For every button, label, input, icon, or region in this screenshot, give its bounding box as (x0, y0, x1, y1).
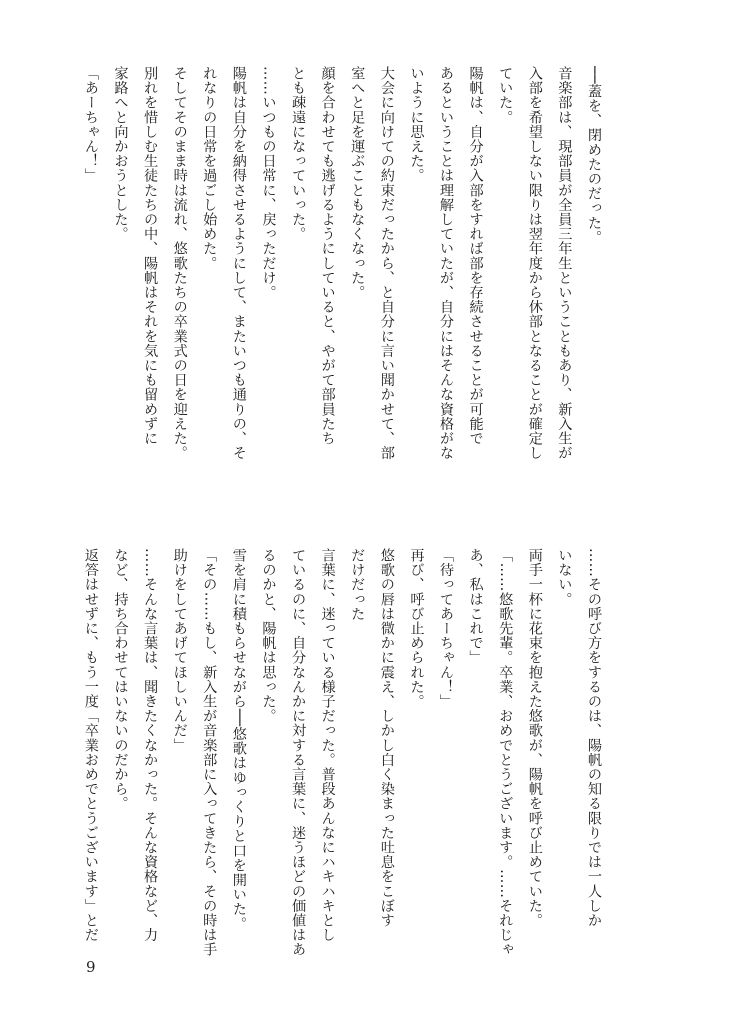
text-block-top (75, 66, 608, 506)
text-line: ──蓋を、閉めたのだった。 (586, 66, 602, 245)
text-line: 入部を希望しない限りは翌年度から休部となることが確定し (526, 66, 543, 461)
text-line: 顔を合わせても逃げるようにしていると、やがて部員たち (319, 66, 336, 446)
text-line: 家路へと向かおうとした。 (112, 66, 129, 242)
text-line: ているのに、自分なんかに対する言葉に、迷うほどの価値はあ (290, 548, 307, 957)
text-line: 「あーちゃん！」 (82, 66, 99, 183)
text-line: あるということは理解していたが、自分にはそんな資格がな (438, 66, 455, 461)
text-line: 悠歌の唇は微かに震え、しかし白く染まった吐息をこぼす (378, 548, 395, 928)
text-line: 陽帆は、自分が入部をすれば部を存続させることが可能で (467, 66, 484, 446)
text-line: 「その……もし、新入生が音楽部に入ってきたら、その時は手 (201, 548, 218, 957)
text-line: あ、私はこれで」 (467, 548, 484, 665)
text-line: いように思えた。 (408, 66, 425, 183)
text-line: 音楽部は、現部員が全員三年生ということもあり、新入生が (556, 66, 573, 461)
text-line: れなりの日常を過ごし始めた。 (201, 66, 218, 271)
text-line: 陽帆は自分を納得させるようにして、またいつも通りの、そ (230, 66, 247, 461)
text-line: 大会に向けての約束だったから、と自分に言い聞かせて、部 (378, 66, 395, 461)
text-block-bottom (75, 548, 608, 988)
text-line: 両手一杯に花束を抱えた悠歌が、陽帆を呼び止めていた。 (526, 548, 543, 928)
text-line: ……その呼び方をするのは、陽帆の知る限りでは一人しか (586, 548, 602, 928)
page-number: 9 (86, 958, 96, 976)
text-line: るのかと、陽帆は思った。 (260, 548, 277, 724)
text-line: とも疎遠になっていった。 (290, 66, 307, 242)
text-line: 言葉に、迷っている様子だった。普段あんなにハキハキとし (319, 548, 336, 943)
text-line: 室へと足を運ぶこともなくなった。 (349, 66, 366, 300)
text-line: ……そんな言葉は、聞きたくなかった。そんな資格など、力 (142, 548, 159, 943)
text-line: 「……悠歌先輩。卒業、おめでとうございます。……それじゃ (497, 548, 514, 957)
text-line: 返答はせずに、もう一度「卒業おめでとうございます」とだ (82, 548, 99, 943)
text-line: だけだった (349, 548, 366, 621)
text-line: ……いつもの日常に、戻っただけ。 (260, 66, 277, 300)
text-line: 助けをしてあげてほしいんだ」 (171, 548, 188, 753)
text-line: 「待ってあーちゃん！」 (438, 548, 455, 709)
text-line: いない。 (556, 548, 573, 607)
text-line: 再び、呼び止められた。 (408, 548, 425, 709)
text-line: など、持ち合わせてはいないのだから。 (112, 548, 129, 811)
text-line: 雪を肩に積もらせながら──悠歌はゆっくりと口を開いた。 (230, 548, 247, 931)
text-line: そしてそのまま時は流れ、悠歌たちの卒業式の日を迎えた。 (171, 66, 188, 461)
text-line: ていた。 (497, 66, 514, 125)
text-line: 別れを惜しむ生徒たちの中、陽帆はそれを気にも留めずに (142, 66, 159, 446)
